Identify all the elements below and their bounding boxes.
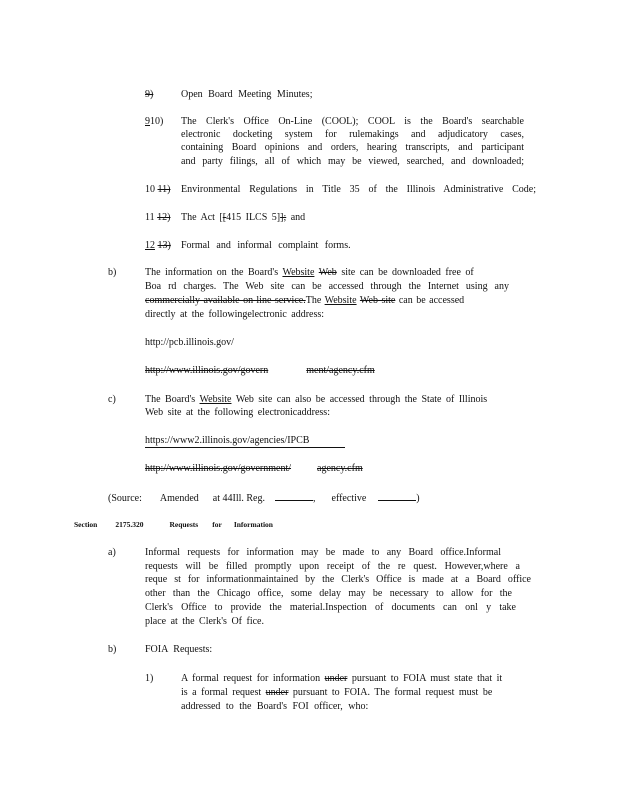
item-text-line: and party filings, all of which may be viewed, searched, and downloaded;: [181, 156, 524, 167]
item-text: Environmental Regulations in Title 35 of the Illinois Administrative Code;: [181, 184, 536, 195]
item-number: 10 11): [145, 184, 171, 195]
paragraph-label: b): [108, 644, 117, 655]
paragraph-line: Clerk's Office to provide the material.Inspection of documents can onl y take: [145, 602, 516, 613]
item-text: Formal and informal complaint forms.: [181, 240, 351, 251]
source-note: (Source: Amended at 44Ill. Reg. , effective ): [108, 493, 420, 504]
website-url[interactable]: http://pcb.illinois.gov/: [145, 337, 234, 348]
section-heading: Section 2175.320 Requests for Information: [74, 520, 273, 529]
item-text-line: containing Board opinions and orders, hearing transcripts, and participant: [181, 142, 524, 153]
paragraph-line: reque st for informationmaintained by the Clerk's Office is made at a Board office: [145, 574, 531, 585]
paragraph-label: b): [108, 267, 117, 278]
item-number: 9): [145, 89, 154, 100]
paragraph-line: directly at the followingelectronic address:: [145, 309, 325, 320]
paragraph-line: Boa rd charges. The Web site can be accessed through the Internet using any: [145, 281, 509, 292]
item-number: 12 13): [145, 240, 171, 251]
website-url-deleted: http://www.illinois.gov/government/ agency.cfm: [145, 463, 363, 474]
paragraph-line: other than the Chicago office, some delay may be necessary to allow for the: [145, 588, 512, 599]
paragraph-title: FOIA Requests:: [145, 644, 213, 655]
paragraph-label: a): [108, 547, 116, 558]
item-text-line: electronic docketing system for rulemakings and adjudicatory cases,: [181, 129, 524, 140]
paragraph-line: is a formal request under pursuant to FOIA. The formal request must be: [181, 687, 493, 698]
paragraph-line: The Board's Website Web site can also be accessed through the State of Illinois: [145, 394, 488, 405]
item-text: Open Board Meeting Minutes;: [181, 89, 313, 100]
item-number: 910): [145, 116, 164, 127]
paragraph-line: The information on the Board's Website Web site can be downloaded free of: [145, 267, 474, 278]
item-text-line: The Clerk's Office On-Line (COOL); COOL is the Board's searchable: [181, 116, 524, 127]
paragraph-label: c): [108, 394, 116, 405]
item-text: The Act [[415 ILCS 5]]; and: [181, 212, 306, 223]
paragraph-line: Web site at the following electronicaddress:: [145, 407, 330, 418]
paragraph-line: commercially available on-line service.The Website Web site can be accessed: [145, 295, 465, 306]
website-url[interactable]: https://www2.illinois.gov/agencies/IPCB: [145, 434, 345, 448]
paragraph-line: Informal requests for information may be made to any Board office.Informal: [145, 547, 501, 558]
paragraph-line: requests will be filled promptly upon receipt of the re quest. However,where a: [145, 561, 520, 572]
website-url-deleted: http://www.illinois.gov/govern ment/agency.cfm: [145, 365, 375, 376]
paragraph-line: addressed to the Board's FOI officer, who:: [181, 701, 369, 712]
item-number: 11 12): [145, 212, 171, 223]
paragraph-line: place at the Clerk's Of fice.: [145, 616, 264, 627]
paragraph-line: A formal request for information under pursuant to FOIA must state that it: [181, 673, 503, 684]
paragraph-label: 1): [145, 673, 154, 684]
